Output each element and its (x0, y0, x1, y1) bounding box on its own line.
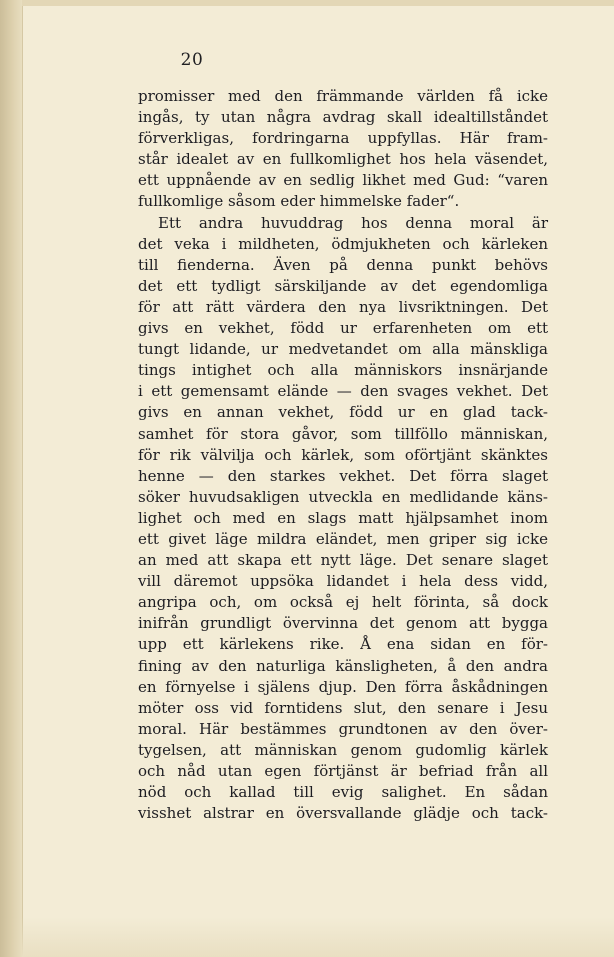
text-line: tungt lidande, ur medvetandet om alla mänskliga (138, 340, 548, 359)
page-number: 20 (180, 50, 204, 70)
text-line: givs en vekhet, född ur erfarenheten om ett (138, 319, 548, 338)
text-line: visshet alstrar en översvallande glädje och tack- (138, 804, 548, 823)
text-line: samhet för stora gåvor, som tillföllo människan, (138, 424, 548, 443)
text-line: inifrån grundligt övervinna det genom att bygga (138, 614, 548, 633)
text-line: i ett gemensamt elände — den svages vekhet. Det (138, 382, 548, 401)
text-line: promisser med den främmande världen få icke (138, 87, 548, 105)
text-line: nöd och kallad till evig salighet. En sådan (138, 783, 548, 802)
text-line: en förnyelse i själens djup. Den förra åskådningen (138, 677, 548, 696)
text-line: och nåd utan egen förtjänst är befriad från all (138, 762, 548, 780)
text-line: för att rätt värdera den nya livsriktningen. Det (138, 297, 548, 316)
text-line: står idealet av en fullkomlighet hos hela väsendet, (138, 150, 548, 169)
text-line: upp ett kärlekens rike. Å ena sidan en för- (138, 635, 548, 654)
page-bottom-shadow (22, 917, 614, 957)
text-line: moral. Här bestämmes grundtonen av den över- (138, 719, 548, 738)
text-line: tygelsen, att människan genom gudomlig kärlek (138, 740, 548, 759)
text-line: ett givet läge mildra eländet, men griper sig icke (138, 529, 548, 548)
text-line: lighet och med en slags matt hjälpsamhet inom (138, 508, 548, 527)
text-line: tings intighet och alla människors insnärjande (138, 361, 548, 380)
text-line: möter oss vid forntidens slut, den senare i Jesu (138, 698, 548, 717)
text-line: det veka i mildheten, ödmjukheten och kärleken (138, 234, 548, 253)
text-line: fining av den naturliga känsligheten, å den andra (138, 656, 548, 675)
text-line: det ett tydligt särskiljande av det egendomliga (138, 276, 548, 295)
text-line: fullkomlige såsom eder himmelske fader“. (138, 192, 460, 211)
body-text (138, 86, 548, 824)
text-line: ingås, ty utan några avdrag skall idealtillståndet (138, 108, 548, 127)
text-line: vill däremot uppsöka lidandet i hela dess vidd, (138, 572, 548, 591)
text-line: ett uppnående av en sedlig likhet med Gud: “varen (138, 171, 548, 190)
text-line: givs en annan vekhet, född ur en glad tack- (138, 403, 548, 422)
text-line: till fienderna. Även på denna punkt behövs (138, 255, 548, 274)
text-line: för rik välvilja och kärlek, som oförtjänt skänktes (138, 445, 548, 464)
page-edge (0, 0, 22, 957)
text-line: Ett andra huvuddrag hos denna moral är (158, 213, 548, 232)
text-line: henne — den starkes vekhet. Det förra slaget (138, 466, 548, 485)
text-line: förverkligas, fordringarna uppfyllas. Här fram- (138, 129, 548, 148)
text-line: söker huvudsakligen utveckla en medlidande käns- (138, 487, 548, 506)
text-line: an med att skapa ett nytt läge. Det senare slaget (138, 551, 548, 570)
text-line: angripa och, om också ej helt förinta, så dock (138, 593, 548, 612)
